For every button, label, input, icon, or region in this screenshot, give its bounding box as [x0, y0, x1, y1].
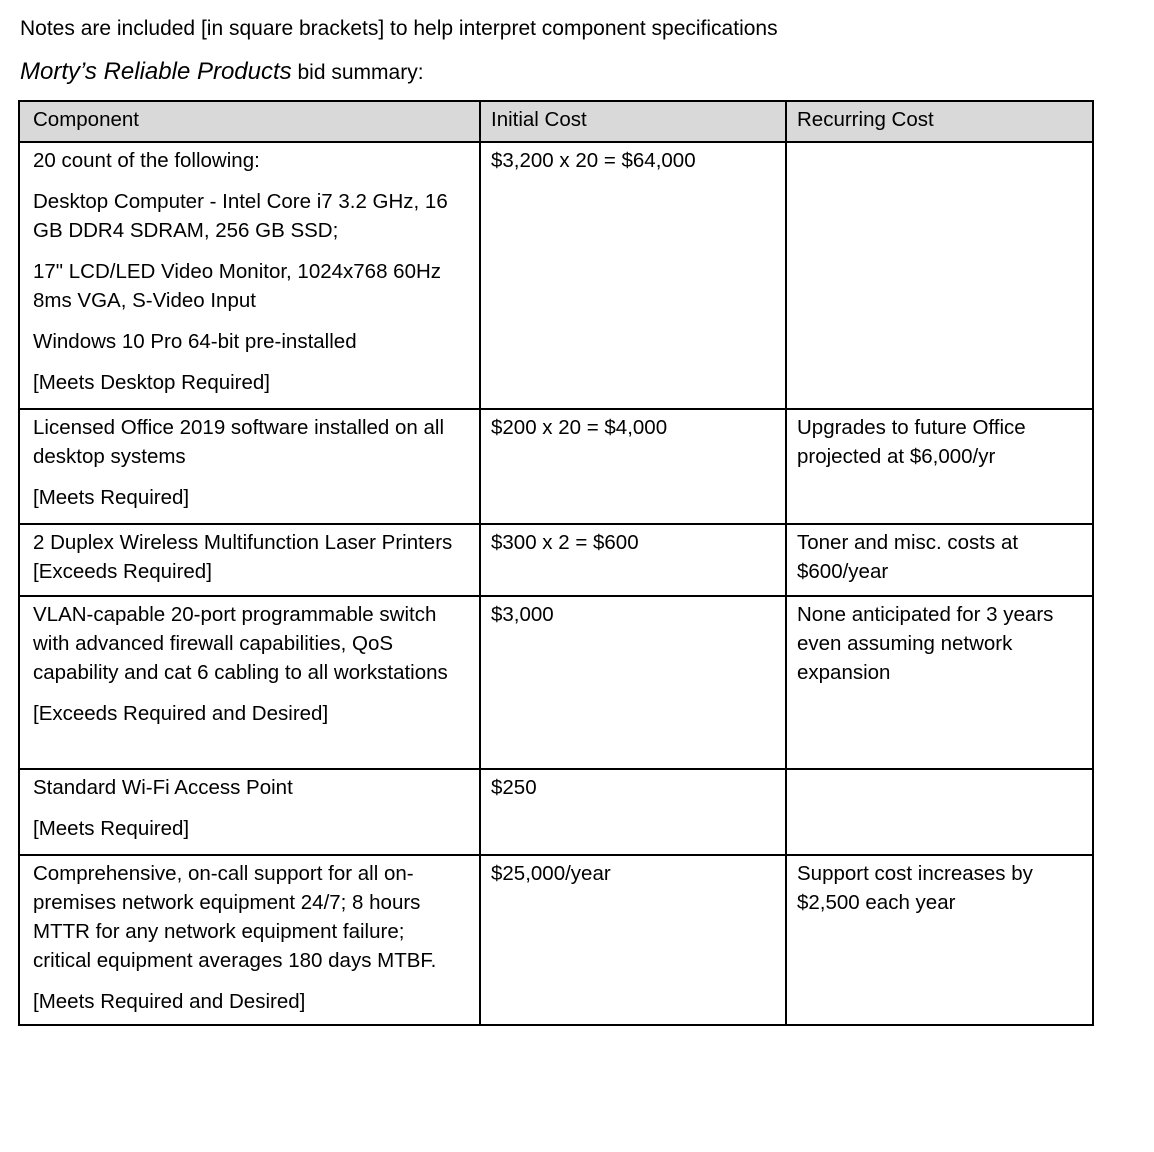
component-line: Windows 10 Pro 64-bit pre-installed [33, 330, 357, 353]
component-line: Standard Wi-Fi Access Point [33, 776, 293, 799]
component-line: Desktop Computer - Intel Core i7 3.2 GHz, 16 GB DDR4 SDRAM, 256 GB SSD; [33, 190, 448, 242]
recurring-cost-cell: Toner and misc. costs at $600/year [786, 524, 1093, 596]
header-initial-cost: Initial Cost [480, 101, 786, 142]
header-recurring-cost: Recurring Cost [786, 101, 1093, 142]
table-row [19, 409, 1093, 524]
initial-cost-cell: $25,000/year [480, 855, 786, 1025]
table-header-row [19, 101, 1093, 142]
recurring-cost-cell: None anticipated for 3 years even assuming network expansion [786, 596, 1093, 769]
recurring-cost-cell: Support cost increases by $2,500 each year [786, 855, 1093, 1025]
recurring-cost-cell [786, 769, 1093, 855]
recurring-cost-cell [786, 142, 1093, 409]
component-line: 2 Duplex Wireless Multifunction Laser Printers [Exceeds Required] [33, 531, 453, 583]
table-row [19, 524, 1093, 596]
table-row [19, 596, 1093, 769]
initial-cost-cell: $300 x 2 = $600 [480, 524, 786, 596]
bid-summary-heading [20, 57, 424, 88]
component-note: [Meets Required] [33, 817, 190, 840]
intro-note: Notes are included [in square brackets] to help interpret component specifications [20, 17, 778, 40]
table-row [19, 855, 1093, 1025]
initial-cost-cell: $250 [480, 769, 786, 855]
component-note: [Meets Required and Desired] [33, 990, 306, 1013]
initial-cost-cell: $3,200 x 20 = $64,000 [480, 142, 786, 409]
header-component: Component [19, 101, 480, 142]
initial-cost-cell: $3,000 [480, 596, 786, 769]
component-note: [Meets Required] [33, 486, 190, 509]
component-cell [19, 142, 480, 409]
component-cell [19, 855, 480, 1025]
component-cell [19, 409, 480, 524]
component-cell [19, 596, 480, 769]
component-line: 20 count of the following: [33, 149, 260, 172]
component-line: Licensed Office 2019 software installed on all desktop systems [33, 416, 445, 468]
component-note: [Meets Desktop Required] [33, 371, 271, 394]
component-note: [Exceeds Required and Desired] [33, 702, 329, 725]
company-name: Morty’s Reliable Products [20, 58, 292, 85]
component-line: VLAN-capable 20-port programmable switch with advanced firewall capabilities, QoS capability and cat 6 cabling to all workstations [33, 603, 448, 684]
initial-cost-cell: $200 x 20 = $4,000 [480, 409, 786, 524]
recurring-cost-cell: Upgrades to future Office projected at $6,000/yr [786, 409, 1093, 524]
component-cell [19, 524, 480, 596]
table-row [19, 142, 1093, 409]
component-line: Comprehensive, on-call support for all on-premises network equipment 24/7; 8 hours MTTR for any network equipment failure; critical equipment averages 180 days MTBF. [33, 862, 437, 972]
heading-suffix: bid summary: [291, 61, 424, 84]
component-cell [19, 769, 480, 855]
bid-summary-table [18, 100, 1094, 1026]
component-line: 17" LCD/LED Video Monitor, 1024x768 60Hz 8ms VGA, S-Video Input [33, 260, 442, 312]
table-row [19, 769, 1093, 855]
